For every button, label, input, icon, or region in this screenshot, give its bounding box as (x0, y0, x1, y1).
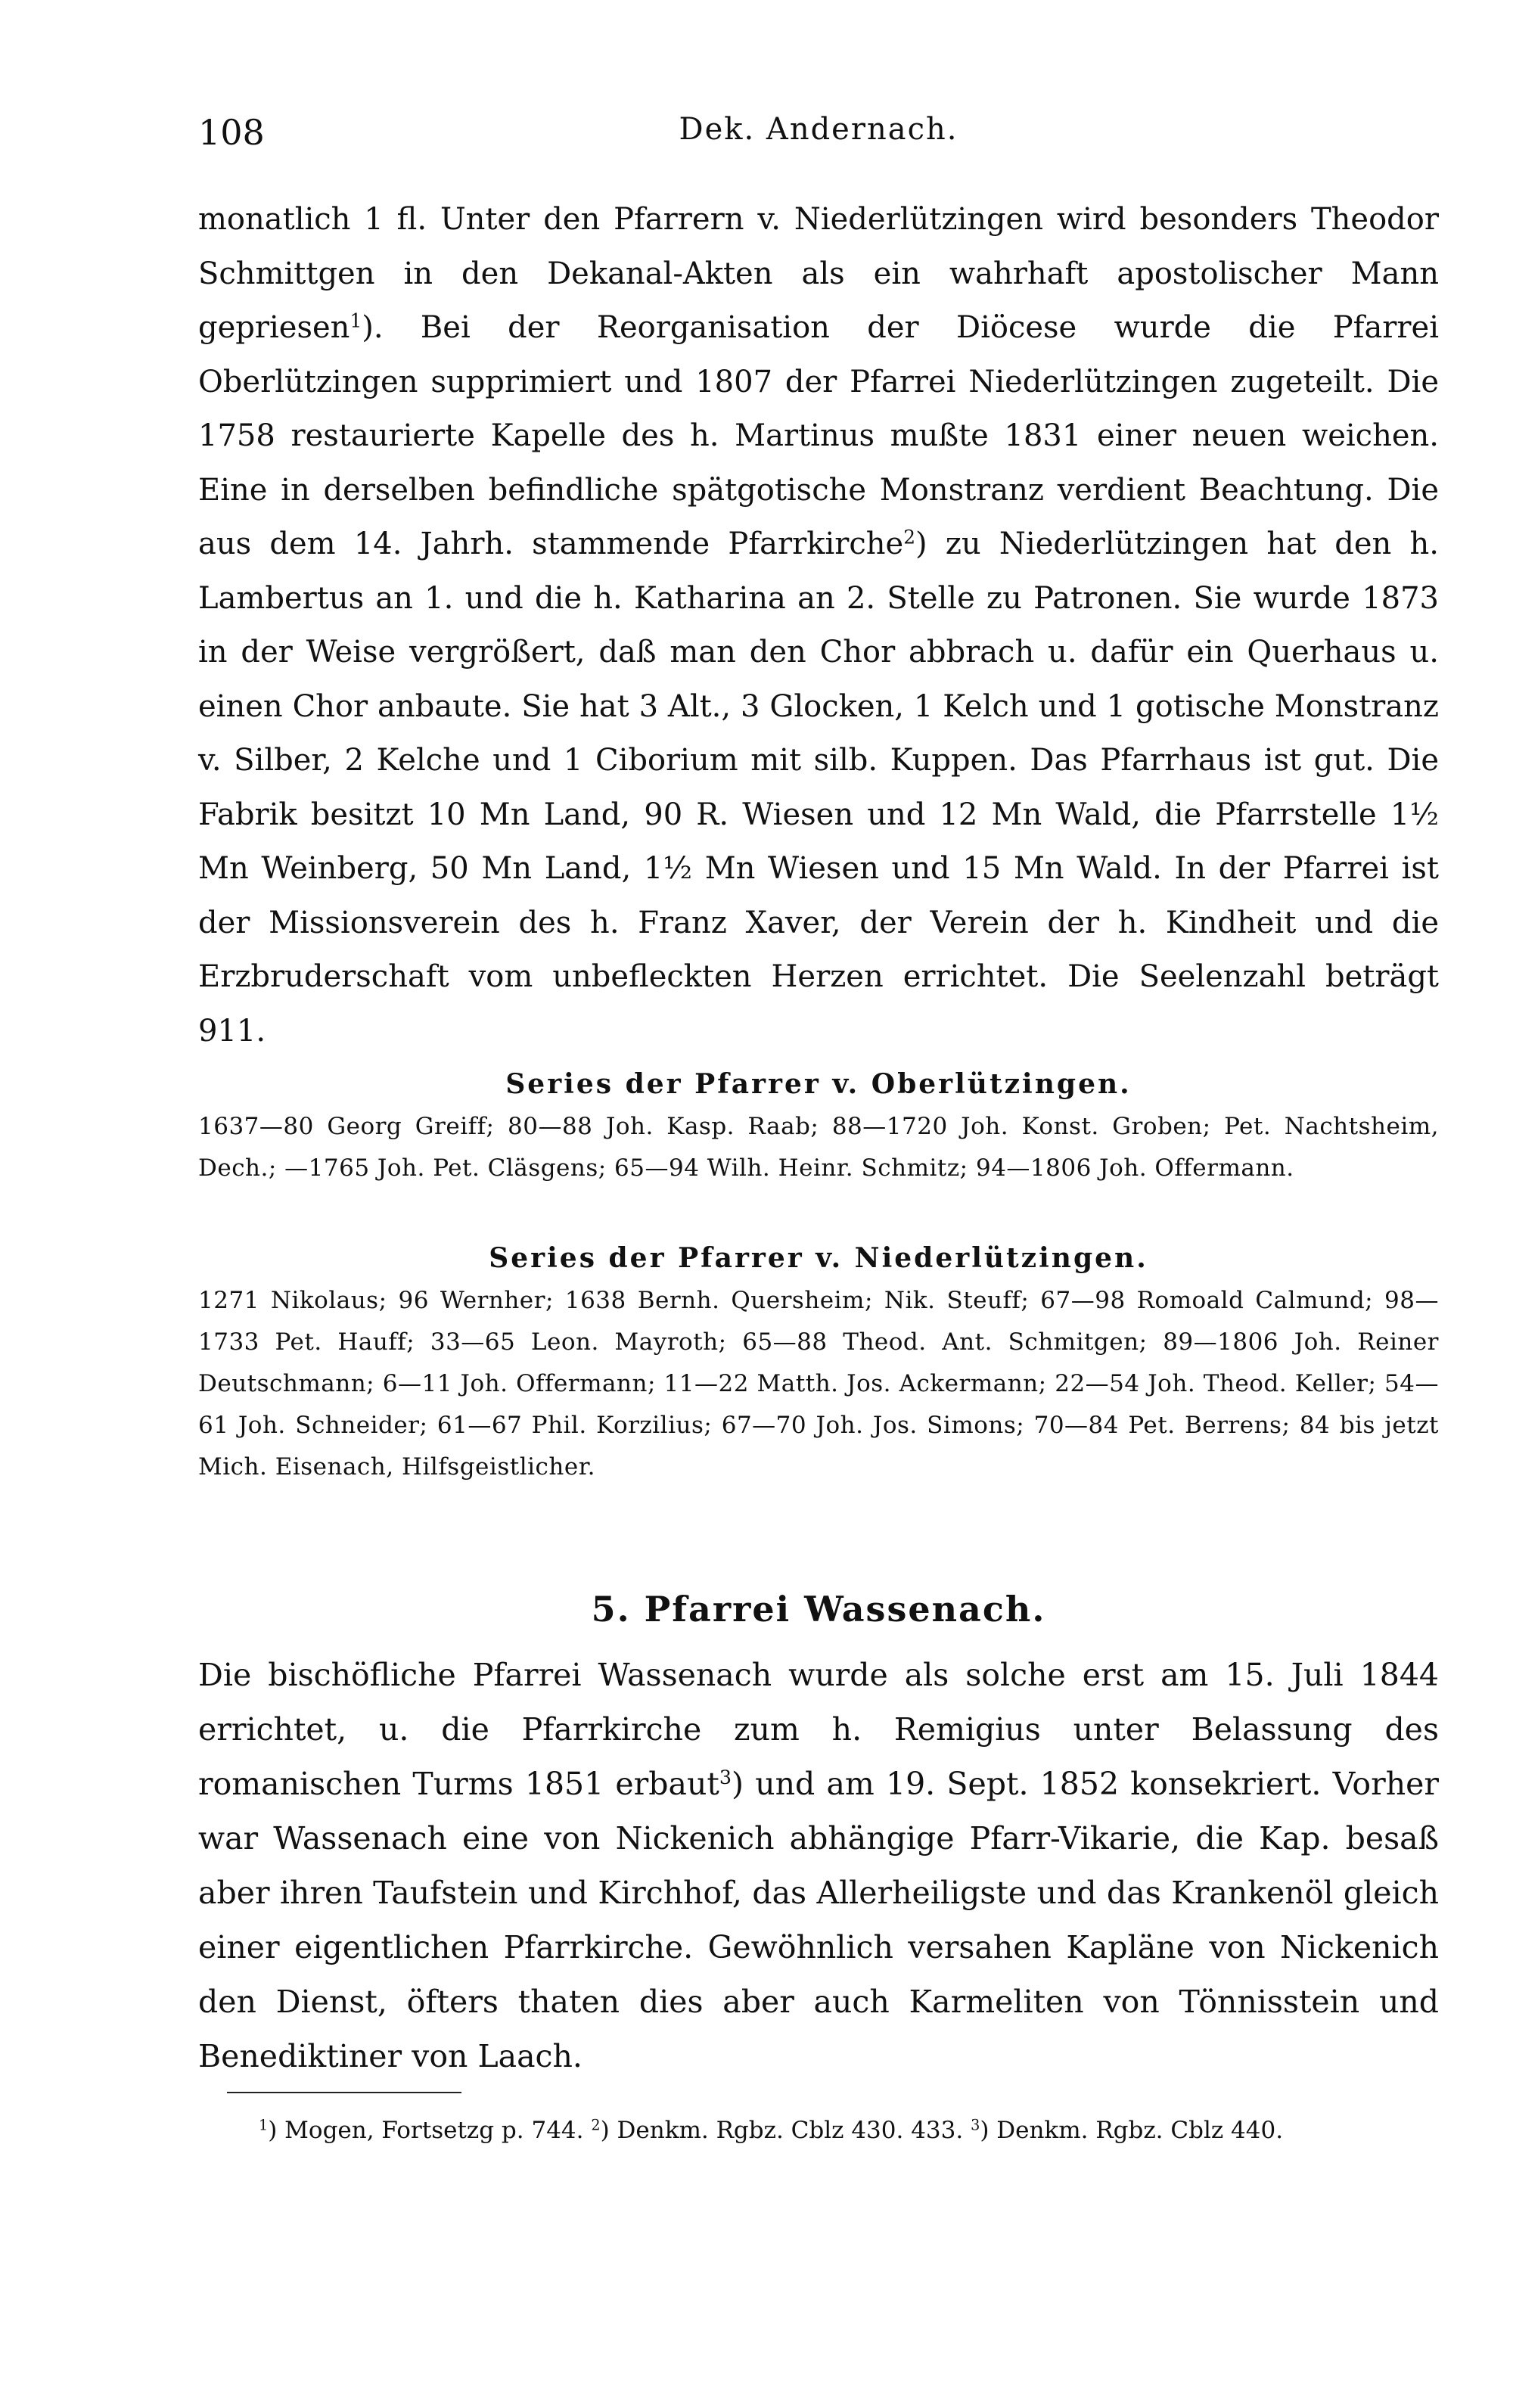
paragraph-wassenach (198, 1648, 1439, 2083)
page-number: 108 (198, 112, 265, 153)
series-niederluetzingen-list: 1271 Nikolaus; 96 Wernher; 1638 Bernh. Quersheim; Nik. Steuff; 67—98 Romoald Calmund; 98—1733 Pet. Hauff; 33—65 Leon. Mayroth; 65—88 Theod. Ant. Schmitgen; 89—1806 Joh. Reiner Deutschmann; 6—11 Joh. Offermann; 11—22 Matth. Jos. Ackermann; 22—54 Joh. Theod. Keller; 54—61 Joh. Schneider; 61—67 Phil. Korzilius; 67—70 Joh. Jos. Simons; 70—84 Pet. Berrens; 84 bis jetzt Mich. Eisenach, Hilfsgeistlicher. (198, 1287, 1439, 1481)
running-head: Dek. Andernach. (679, 112, 958, 147)
footnote-ref: 1 (350, 309, 362, 332)
page-header (198, 112, 1439, 157)
footnotes (198, 2109, 1439, 2152)
footnote-number: 2 (591, 2116, 601, 2134)
paragraph-text: ). Bei der Reorganisation der Diöcese wurde die Pfarrei Oberlützingen supprimiert und 1807 der Pfarrei Niederlützingen zugeteilt. Die 1758 restaurierte Kapelle des h. Martinus mußte 1831 einer neuen weichen. Eine in derselben befindliche spätgotische Monstranz verdient Beachtung. Die aus dem 14. Jahrh. stammende Pfarrkirche (198, 310, 1439, 561)
paragraph-text: ) zu Niederlützingen hat den h. Lambertus an 1. und die h. Katharina an 2. Stelle zu Patronen. Sie wurde 1873 in der Weise vergrößert, daß man den Chor abbrach u. dafür ein Querhaus u. einen Chor anbaute. Sie hat 3 Alt., 3 Glocken, 1 Kelch und 1 gotische Monstranz v. Silber, 2 Kelche und 1 Ciborium mit silb. Kuppen. Das Pfarrhaus ist gut. Die Fabrik besitzt 10 Mn Land, 90 R. Wiesen und 12 Mn Wald, die Pfarrstelle 1½ Mn Weinberg, 50 Mn Land, 1½ Mn Wiesen und 15 Mn Wald. In der Pfarrei ist der Missionsverein des h. Franz Xaver, der Verein der h. Kindheit und die Erzbruderschaft vom unbefleckten Herzen errichtet. Die Seelenzahl beträgt 911. (198, 527, 1439, 1049)
footnote-text: ) Denkm. Rgbz. Cblz 430. 433. (600, 2117, 964, 2144)
paragraph-niederluetzingen (198, 193, 1439, 1058)
footnote-ref: 2 (903, 526, 915, 548)
series-oberluetzingen-title: Series der Pfarrer v. Oberlützingen. (505, 1068, 1132, 1100)
footnote-text: ) Mogen, Fortsetzg p. 744. (268, 2117, 584, 2144)
series-oberluetzingen-list: 1637—80 Georg Greiff; 80—88 Joh. Kasp. Raab; 88—1720 Joh. Konst. Groben; Pet. Nachtsheim, Dech.; —1765 Joh. Pet. Cläsgens; 65—94 Wilh. Heinr. Schmitz; 94—1806 Joh. Offermann. (198, 1113, 1439, 1182)
footnote-separator (227, 2092, 461, 2093)
series-niederluetzingen-title: Series der Pfarrer v. Niederlützingen. (489, 1242, 1148, 1274)
paragraph-text: Die bischöfliche Pfarrei Wassenach wurde als solche erst am 15. Juli 1844 errichtet, u. die Pfarrkirche zum h. Remigius unter Belassung des romanischen Turms 1851 erbaut (198, 1657, 1439, 1802)
footnote-number: 1 (259, 2116, 269, 2134)
paragraph-text: monatlich 1 fl. Unter den Pfarrern v. Niederlützingen wird besonders Theodor Schmittgen in den Dekanal-Akten als ein wahrhaft apostolischer Mann gepriesen (198, 202, 1439, 345)
footnote-text: ) Denkm. Rgbz. Cblz 440. (980, 2117, 1284, 2144)
footnote-number: 3 (971, 2116, 980, 2134)
section-heading-wassenach: 5. Pfarrei Wassenach. (591, 1589, 1046, 1630)
paragraph-text: ) und am 19. Sept. 1852 konsekriert. Vorher war Wassenach eine von Nickenich abhängige Pfarr-Vikarie, die Kap. besaß aber ihren Taufstein und Kirchhof, das Allerheiligste und das Krankenöl gleich einer eigentlichen Pfarrkirche. Gewöhnlich versahen Kapläne von Nickenich den Dienst, öfters thaten dies aber auch Karmeliten von Tönnisstein und Benediktiner von Laach. (198, 1766, 1439, 2074)
footnote-ref: 3 (719, 1766, 732, 1789)
